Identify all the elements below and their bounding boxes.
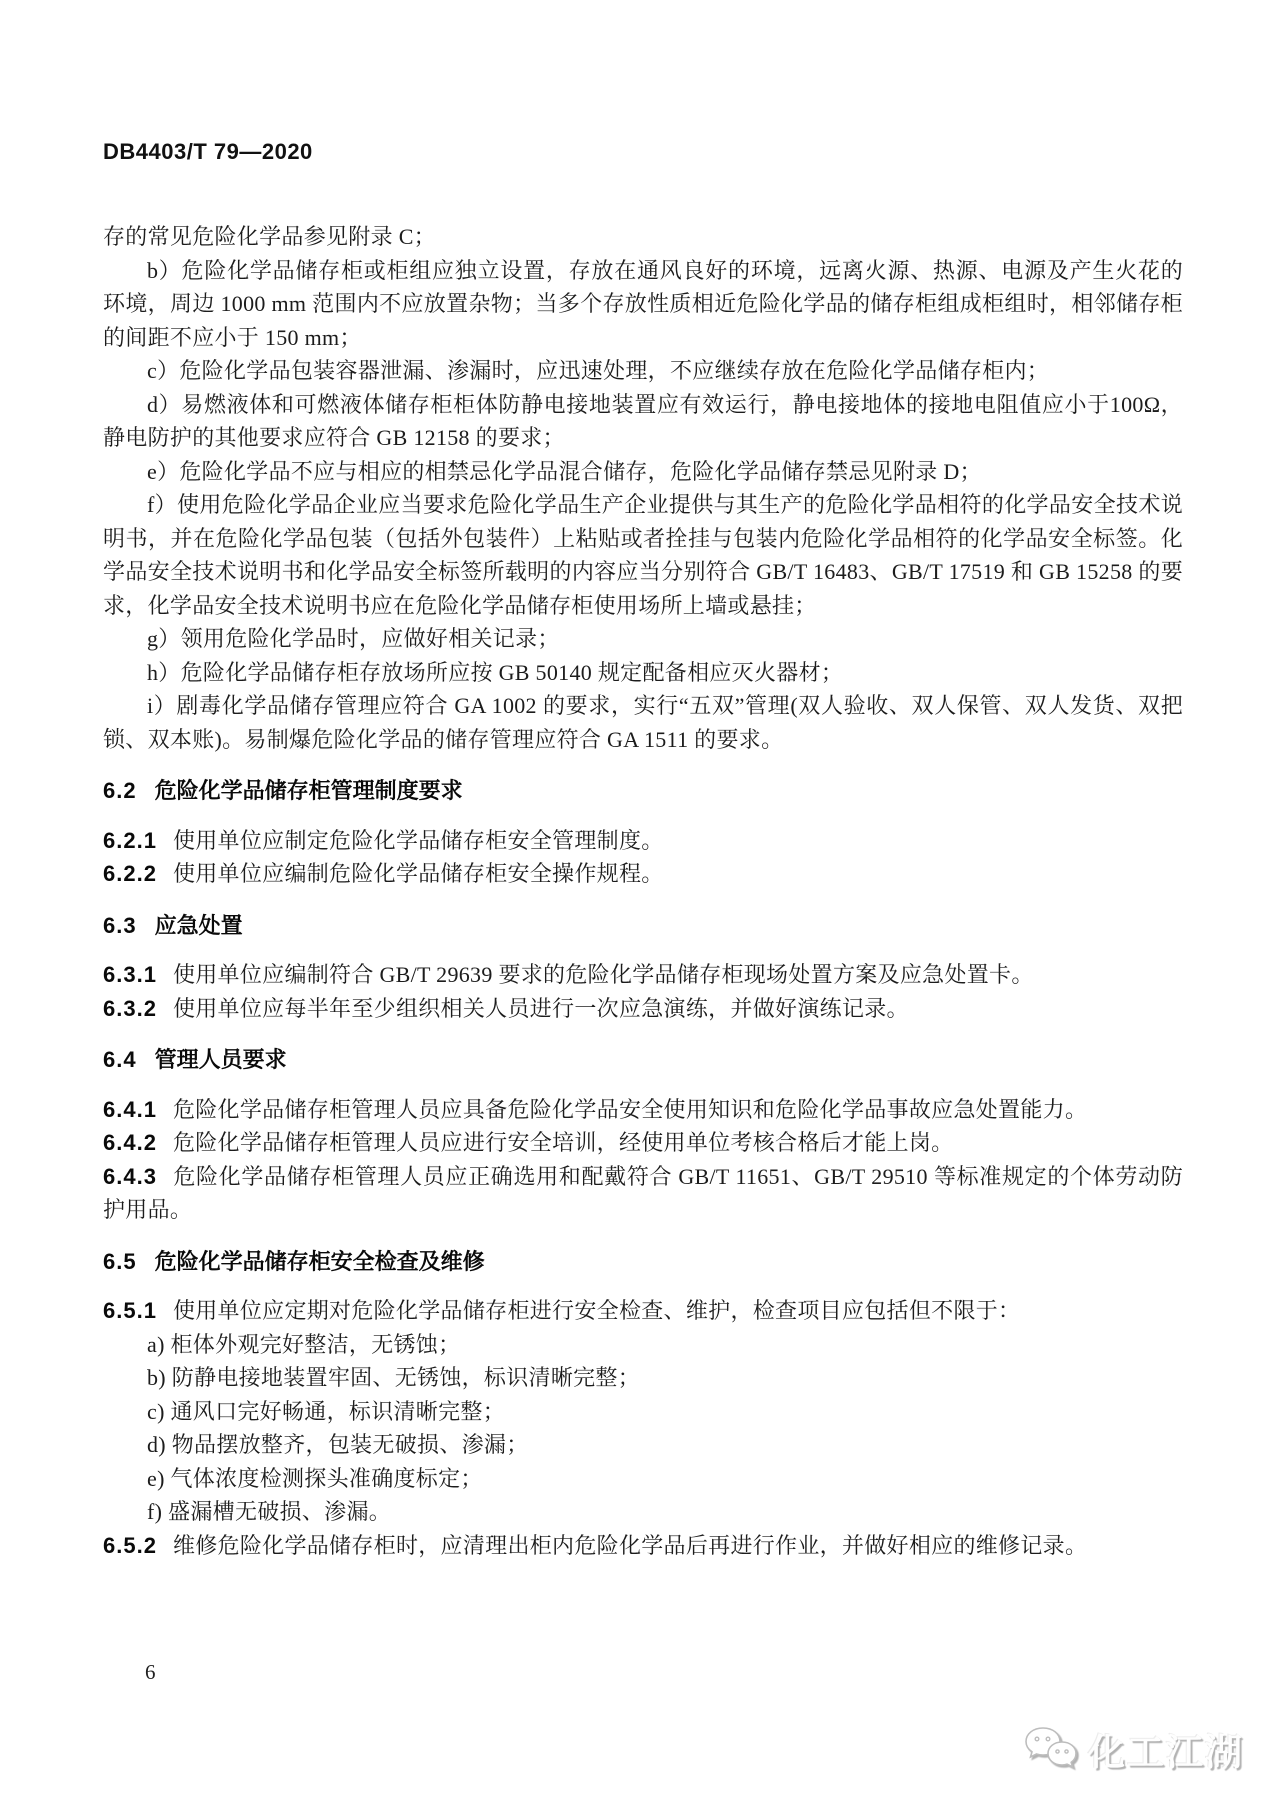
section-heading-6-2	[103, 774, 1183, 808]
clause-number: 6.2.1	[103, 827, 157, 853]
clause-number: 6.2.2	[103, 861, 157, 886]
section-number: 6.5	[103, 1248, 137, 1274]
section-title: 管理人员要求	[154, 1047, 287, 1072]
clause-text: 使用单位应编制危险化学品储存柜安全操作规程。	[172, 861, 664, 886]
clause-text: 危险化学品储存柜管理人员应正确选用和配戴符合 GB/T 11651、GB/T 29510 等标准规定的个体劳动防护用品。	[103, 1163, 1183, 1222]
checklist-item-f: f) 盛漏槽无破损、渗漏。	[147, 1499, 392, 1524]
clause-6-2-1	[103, 824, 1183, 858]
clause-6-5-1	[103, 1294, 1183, 1328]
list-item-d: d）易燃液体和可燃液体储存柜柜体防静电接地装置应有效运行，静电接地体的接地电阻值应小于100Ω，静电防护的其他要求应符合 GB 12158 的要求；	[103, 391, 1183, 450]
wechat-icon	[1022, 1725, 1080, 1773]
clause-number: 6.4.3	[103, 1163, 157, 1189]
clause-number: 6.4.2	[103, 1130, 157, 1155]
clause-6-2-2	[103, 857, 1183, 891]
clause-text: 使用单位应定期对危险化学品储存柜进行安全检查、维护，检查项目应包括但不限于：	[172, 1298, 1021, 1323]
clause-number: 6.3.1	[103, 962, 157, 987]
list-item-h: h）危险化学品储存柜存放场所应按 GB 50140 规定配备相应灭火器材；	[147, 659, 844, 685]
list-item-g: g）领用危险化学品时，应做好相关记录；	[147, 626, 560, 651]
clause-6-3-1	[103, 958, 1183, 992]
section-title: 危险化学品储存柜管理制度要求	[154, 778, 463, 803]
section-heading-6-5	[103, 1245, 1183, 1279]
clause-text: 危险化学品储存柜管理人员应进行安全培训，经使用单位考核合格后才能上岗。	[172, 1130, 954, 1155]
clause-text: 危险化学品储存柜管理人员应具备危险化学品安全使用知识和危险化学品事故应急处置能力。	[172, 1096, 1088, 1122]
clause-text: 使用单位应编制符合 GB/T 29639 要求的危险化学品储存柜现场处置方案及应急处置卡。	[172, 962, 1034, 987]
watermark	[1022, 1722, 1244, 1776]
checklist-item-a: a) 柜体外观完好整洁，无锈蚀；	[147, 1331, 461, 1357]
section-heading-6-4	[103, 1043, 1183, 1077]
section-number: 6.2	[103, 778, 137, 803]
list-item-b: b）危险化学品储存柜或柜组应独立设置，存放在通风良好的环境，远离火源、热源、电源及产生火花的环境，周边 1000 mm 范围内不应放置杂物；当多个存放性质相近危险化学品的储存柜组成柜组时，相邻储存柜的间距不应小于 150 mm；	[103, 257, 1183, 350]
section-title: 应急处置	[154, 912, 243, 938]
list-item-c: c）危险化学品包装容器泄漏、渗漏时，应迅速处理，不应继续存放在危险化学品储存柜内；	[147, 358, 1050, 383]
clause-6-4-2	[103, 1126, 1183, 1160]
clause-6-4-1	[103, 1093, 1183, 1127]
clause-text: 使用单位应每半年至少组织相关人员进行一次应急演练，并做好演练记录。	[172, 995, 909, 1021]
clause-number: 6.5.1	[103, 1298, 157, 1323]
checklist-item-b: b) 防静电接地装置牢固、无锈蚀，标识清晰完整；	[147, 1365, 641, 1390]
document-code: DB4403/T 79—2020	[103, 139, 313, 164]
paragraph-continuation: 存的常见危险化学品参见附录 C；	[103, 224, 436, 249]
list-item-e: e）危险化学品不应与相应的相禁忌化学品混合储存，危险化学品储存禁忌见附录 D；	[147, 458, 982, 484]
checklist-item-e: e) 气体浓度检测探头准确度标定；	[147, 1465, 483, 1491]
page-number: 6	[145, 1660, 156, 1684]
section-title: 危险化学品储存柜安全检查及维修	[154, 1248, 485, 1274]
clause-number: 6.3.2	[103, 995, 157, 1021]
clause-number: 6.5.2	[103, 1532, 157, 1558]
section-heading-6-3	[103, 909, 1183, 943]
clause-text: 使用单位应制定危险化学品储存柜安全管理制度。	[172, 827, 664, 853]
clause-number: 6.4.1	[103, 1096, 157, 1122]
checklist-item-c: c) 通风口完好畅通，标识清晰完整；	[147, 1398, 505, 1424]
list-item-f: f）使用危险化学品企业应当要求危险化学品生产企业提供与其生产的危险化学品相符的化学品安全技术说明书，并在危险化学品包装（包括外包装件）上粘贴或者拴挂与包装内危险化学品相符的化学品安全标签。化学品安全技术说明书和化学品安全标签所载明的内容应当分别符合 GB/T 16483、GB/T 17519 和 GB 15258 的要求，化学品安全技术说明书应在危险化学品储存柜使用场所上墙或悬挂；	[103, 492, 1183, 618]
watermark-label: 化工江湖	[1088, 1732, 1244, 1773]
list-item-i: i）剧毒化学品储存管理应符合 GA 1002 的要求，实行“五双”管理(双人验收、双人保管、双人发货、双把锁、双本账)。易制爆危险化学品的储存管理应符合 GA 1511 的要求。	[103, 693, 1183, 752]
section-number: 6.4	[103, 1047, 137, 1072]
clause-6-5-2	[103, 1529, 1183, 1563]
checklist-item-d: d) 物品摆放整齐，包装无破损、渗漏；	[147, 1432, 529, 1457]
clause-6-4-3	[103, 1160, 1183, 1227]
clause-text: 维修危险化学品储存柜时，应清理出柜内危险化学品后再进行作业，并做好相应的维修记录。	[172, 1532, 1088, 1558]
section-number: 6.3	[103, 912, 137, 938]
clause-6-3-2	[103, 992, 1183, 1026]
